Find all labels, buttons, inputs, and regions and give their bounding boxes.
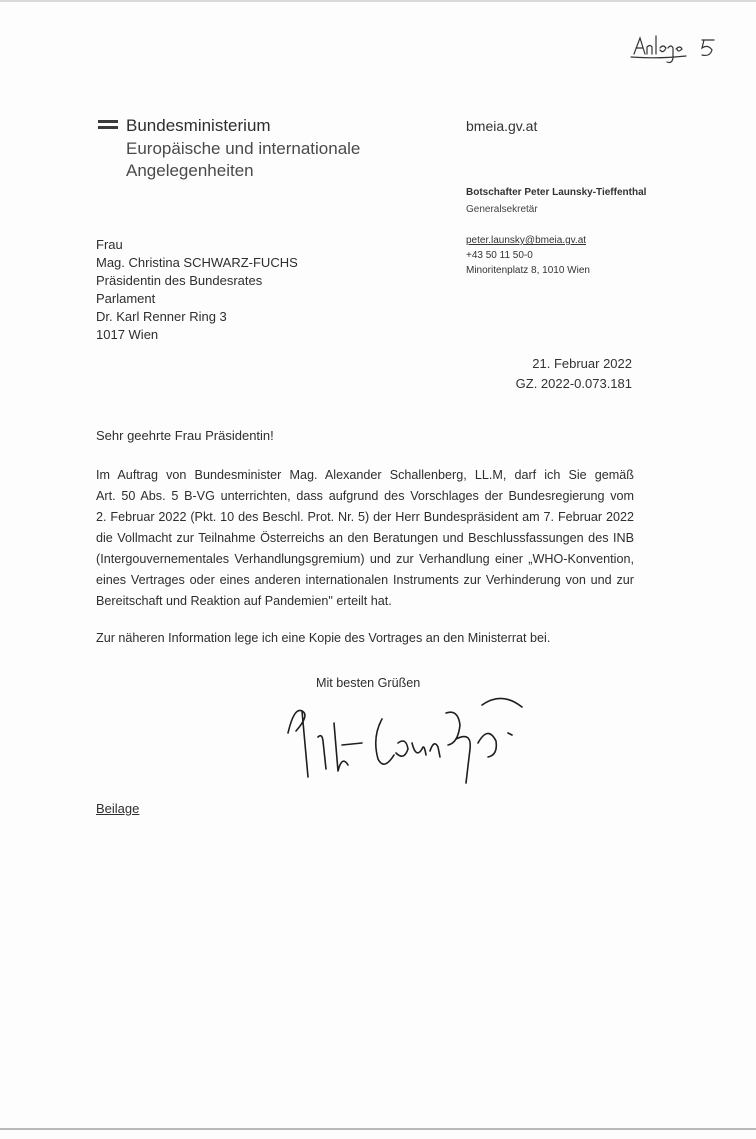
ministry-website[interactable]: bmeia.gv.at bbox=[466, 118, 538, 134]
recipient-line: Präsidentin des Bundesrates bbox=[96, 273, 263, 288]
recipient-address-block bbox=[96, 236, 298, 344]
sender-phone: +43 50 11 50-0 bbox=[466, 250, 533, 261]
sender-name: Botschafter Peter Launsky-Tieffenthal bbox=[466, 187, 647, 198]
body-line: Bereitschaft und Reaktion auf Pandemien" erteilt hat. bbox=[96, 594, 392, 608]
ministry-subtitle-line-1: Europäische und internationale bbox=[126, 139, 361, 158]
recipient-line: Frau bbox=[96, 237, 123, 252]
salutation: Sehr geehrte Frau Präsidentin! bbox=[96, 428, 274, 443]
recipient-line: Parlament bbox=[96, 291, 156, 306]
recipient-line: 1017 Wien bbox=[96, 327, 159, 342]
body-line: 2. Februar 2022 (Pkt. 10 des Beschl. Prot. Nr. 5) der Herr Bundespräsident am 7. Februar 2022 bbox=[96, 510, 634, 524]
handwritten-stamp-graphic bbox=[628, 30, 724, 66]
ministry-name: Bundesministerium bbox=[126, 116, 271, 135]
attachment-label: Beilage bbox=[96, 801, 140, 816]
recipient-line: Dr. Karl Renner Ring 3 bbox=[96, 309, 227, 324]
sender-email-link[interactable]: peter.launsky@bmeia.gv.at bbox=[466, 235, 587, 246]
scan-edge-top bbox=[0, 0, 756, 2]
body-line: Im Auftrag von Bundesminister Mag. Alexander Schallenberg, LL.M, darf ich Sie gemäß bbox=[96, 468, 634, 482]
body-line: Art. 50 Abs. 5 B-VG unterrichten, dass aufgrund des Vorschlages der Bundesregierung vom bbox=[96, 489, 634, 503]
letter-body-paragraph bbox=[96, 465, 634, 612]
handwritten-annotation-stamp bbox=[628, 30, 724, 66]
ministry-subtitle-line-2: Angelegenheiten bbox=[126, 161, 254, 180]
reference-number: GZ. 2022-0.073.181 bbox=[515, 376, 632, 391]
recipient-line: Mag. Christina SCHWARZ-FUCHS bbox=[96, 255, 298, 270]
letter-date: 21. Februar 2022 bbox=[532, 356, 632, 371]
body-line: die Vollmacht zur Teilnahme Österreichs an den Beratungen und Beschlussfassungen des INB bbox=[96, 531, 634, 545]
closing-information: Zur näheren Information lege ich eine Kopie des Vortrages an den Ministerrat bei. bbox=[96, 631, 551, 645]
sender-address: Minoritenplatz 8, 1010 Wien bbox=[466, 265, 590, 276]
signature-graphic bbox=[282, 685, 542, 795]
body-line: (Intergouvernementales Verhandlungsgremium) und zur Verhandlung einer „WHO-Konvention, bbox=[96, 552, 634, 566]
scan-edge-bottom bbox=[0, 1128, 756, 1130]
austrian-flag-logo-icon bbox=[98, 118, 118, 132]
closing-regards: Mit besten Grüßen bbox=[316, 676, 421, 690]
sender-title: Generalsekretär bbox=[466, 204, 538, 215]
body-line: eines Vertrages oder eines anderen internationalen Instruments zur Verhinderung von und zur bbox=[96, 573, 634, 587]
handwritten-signature bbox=[282, 685, 542, 795]
